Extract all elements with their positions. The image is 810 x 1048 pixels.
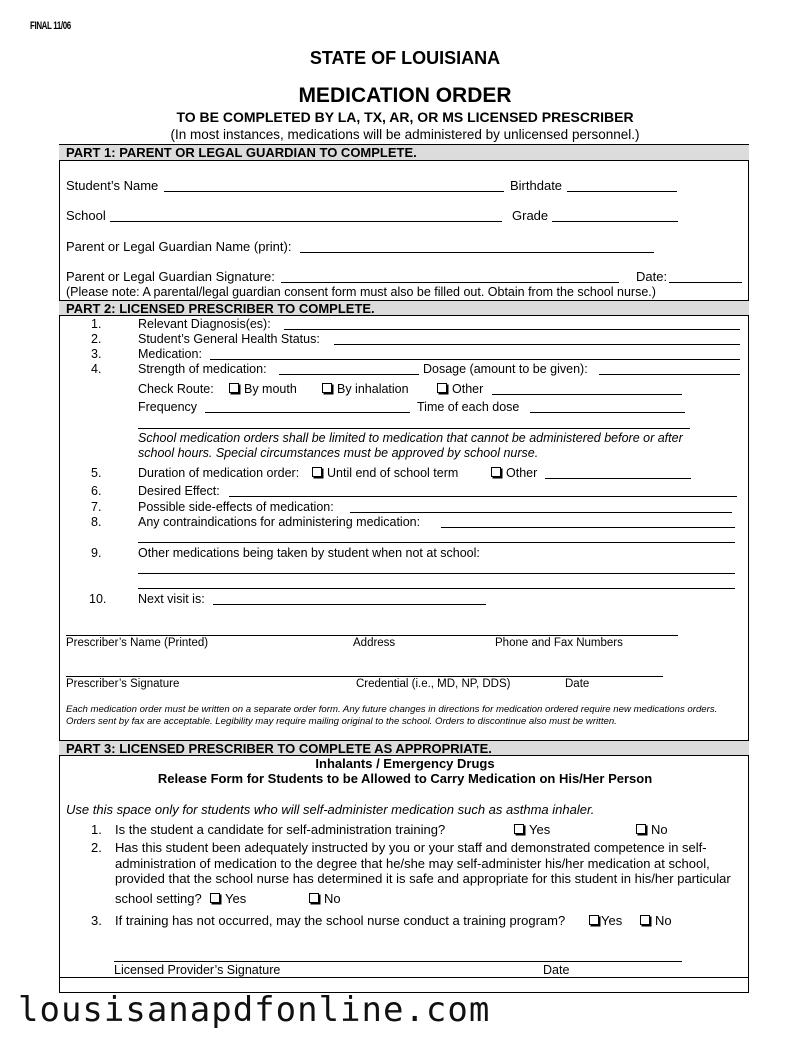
part3-heading: PART 3: LICENSED PRESCRIBER TO COMPLETE AS APPROPRIATE.: [59, 740, 749, 756]
strength-field[interactable]: [279, 374, 419, 375]
q1-no-checkbox[interactable]: [636, 822, 668, 837]
route-other-checkbox[interactable]: [437, 382, 483, 396]
guardian-signature-field[interactable]: [281, 282, 619, 283]
desired-effect-field[interactable]: [229, 496, 737, 497]
prescriber-signature-label: Prescriber’s Signature: [66, 678, 180, 690]
state-heading: STATE OF LOUISIANA: [309, 48, 501, 68]
checkbox-icon: [636, 824, 646, 834]
checkbox-icon: [437, 383, 447, 393]
q2-no-checkbox[interactable]: [309, 891, 341, 906]
limit-notice-line1: School medication orders shall be limited to medication that cannot be administered before or after: [138, 431, 683, 445]
route-by-inhalation-checkbox[interactable]: [322, 382, 409, 396]
form-subtitle: TO BE COMPLETED BY LA, TX, AR, OR MS LICENSED PRESCRIBER: [176, 109, 634, 125]
part3-bottom-rule: [59, 977, 749, 978]
checkbox-icon: [322, 383, 332, 393]
q1-yes-checkbox[interactable]: [514, 822, 550, 837]
q2-text-line4: school setting?: [115, 891, 202, 906]
guardian-date-label: Date:: [636, 269, 668, 284]
form-note: (In most instances, medications will be administered by unlicensed personnel.): [170, 127, 640, 142]
part2-heading: PART 2: LICENSED PRESCRIBER TO COMPLETE.: [59, 300, 749, 316]
item-number: 7.: [91, 500, 102, 514]
form-title: MEDICATION ORDER: [298, 84, 512, 107]
item-number: 6.: [91, 484, 102, 498]
provider-signature-line[interactable]: [114, 961, 682, 962]
duration-other-field[interactable]: [545, 478, 691, 479]
checkbox-icon: [312, 467, 322, 477]
frequency-field[interactable]: [205, 412, 410, 413]
item-number: 10.: [89, 592, 107, 606]
question-number: 1.: [91, 822, 102, 837]
guardian-date-field[interactable]: [669, 282, 742, 283]
frequency-label: Frequency: [138, 400, 198, 414]
q2-text-line3: provided that the school nurse has determined it is safe and appropriate for this student in his/her particular: [115, 871, 731, 886]
address-label: Address: [353, 637, 396, 649]
q3-text: If training has not occurred, may the school nurse conduct a training program?: [115, 913, 566, 928]
yes-label: Yes: [529, 822, 551, 837]
item-number: 4.: [91, 362, 102, 376]
guardian-signature-label: Parent or Legal Guardian Signature:: [66, 269, 275, 284]
grade-label: Grade: [512, 208, 549, 223]
no-label: No: [651, 822, 668, 837]
checkbox-icon: [640, 915, 650, 925]
checkbox-icon: [229, 383, 239, 393]
prescriber-signature-line[interactable]: [66, 676, 663, 677]
guardian-name-label: Parent or Legal Guardian Name (print):: [66, 239, 292, 254]
side-effects-field[interactable]: [350, 512, 732, 513]
no-label: No: [324, 891, 341, 906]
prescriber-name-label: Prescriber’s Name (Printed): [66, 637, 209, 649]
route-other-field[interactable]: [492, 394, 682, 395]
by-mouth-label: By mouth: [244, 382, 297, 396]
phone-fax-label: Phone and Fax Numbers: [495, 637, 623, 649]
site-watermark: lousisanapdfonline.com: [18, 990, 491, 1030]
item-number: 8.: [91, 515, 102, 529]
duration-end-term-checkbox[interactable]: [312, 466, 458, 480]
diagnosis-field[interactable]: [284, 329, 740, 330]
birthdate-label: Birthdate: [510, 178, 563, 193]
release-heading: Release Form for Students to be Allowed to Carry Medication on His/Her Person: [157, 771, 653, 786]
diagnosis-label: Relevant Diagnosis(es):: [138, 317, 271, 331]
duration-other-checkbox[interactable]: [491, 466, 537, 480]
desired-effect-label: Desired Effect:: [138, 484, 220, 498]
prescriber-date-label: Date: [565, 678, 590, 690]
student-name-field[interactable]: [164, 191, 504, 192]
q1-text: Is the student a candidate for self-administration training?: [115, 822, 446, 837]
item-number: 3.: [91, 347, 102, 361]
duration-label: Duration of medication order:: [138, 466, 300, 480]
next-visit-field[interactable]: [213, 604, 486, 605]
medication-field[interactable]: [210, 359, 740, 360]
yes-label: Yes: [225, 891, 247, 906]
checkbox-icon: [210, 893, 220, 903]
dosage-field[interactable]: [599, 374, 740, 375]
checkbox-icon: [309, 893, 319, 903]
q3-no-checkbox[interactable]: [640, 913, 672, 928]
item-number: 9.: [91, 546, 102, 560]
health-status-label: Student’s General Health Status:: [138, 332, 320, 346]
student-name-label: Student’s Name: [66, 178, 159, 193]
item-number: 2.: [91, 332, 102, 346]
medication-label: Medication:: [138, 347, 202, 361]
other-meds-field-2[interactable]: [138, 588, 735, 589]
dosage-label: Dosage (amount to be given):: [423, 362, 588, 376]
limit-notice-line2: school hours. Special circumstances must be approved by school nurse.: [138, 446, 539, 460]
duration-other-label: Other: [506, 466, 538, 480]
until-end-label: Until end of school term: [327, 466, 459, 480]
form-version-stamp: FINAL 11/06: [30, 20, 71, 32]
no-label: No: [655, 913, 672, 928]
q3-yes-checkbox[interactable]: [589, 913, 622, 928]
contraindications-field[interactable]: [441, 527, 735, 528]
q2-yes-checkbox[interactable]: [210, 891, 246, 906]
contraindications-label: Any contraindications for administering medication:: [138, 515, 421, 529]
item-number: 5.: [91, 466, 102, 480]
other-meds-label: Other medications being taken by student when not at school:: [138, 546, 480, 560]
strength-label: Strength of medication:: [138, 362, 267, 376]
order-instructions: Each medication order must be written on a separate order form. Any future changes in directions for medication ordered require new medications orders. Orders sent by fax are acceptable. Legibility may require mailing original to the school. Orders to discontinue also must be written.: [66, 704, 718, 727]
inhalants-heading: Inhalants / Emergency Drugs: [315, 756, 495, 771]
grade-field[interactable]: [552, 221, 678, 222]
time-each-dose-label: Time of each dose: [417, 400, 520, 414]
credential-label: Credential (i.e., MD, NP, DDS): [356, 678, 511, 690]
next-visit-label: Next visit is:: [138, 592, 205, 606]
guardian-name-field[interactable]: [300, 252, 654, 253]
consent-note: (Please note: A parental/legal guardian consent form must also be filled out. Obtain from the school nurse.): [66, 285, 656, 299]
checkbox-icon: [589, 915, 599, 925]
route-extra-line[interactable]: [138, 428, 690, 429]
school-field[interactable]: [110, 221, 502, 222]
side-effects-label: Possible side-effects of medication:: [138, 500, 334, 514]
birthdate-field[interactable]: [567, 191, 677, 192]
provider-signature-label: Licensed Provider’s Signature: [114, 963, 281, 977]
health-status-field[interactable]: [334, 344, 740, 345]
by-inhalation-label: By inhalation: [337, 382, 409, 396]
contraindications-field-2[interactable]: [138, 542, 735, 543]
part1-heading: PART 1: PARENT OR LEGAL GUARDIAN TO COMPLETE.: [59, 144, 749, 161]
other-meds-field-1[interactable]: [138, 573, 735, 574]
provider-date-label: Date: [543, 963, 570, 977]
checkbox-icon: [491, 467, 501, 477]
time-each-dose-field[interactable]: [530, 412, 685, 413]
use-space-instruction: Use this space only for students who will self-administer medication such as asthma inhaler.: [66, 802, 595, 817]
q2-text-line2: administration of medication to the degree that he/she may self-administer his/her medication at school,: [115, 856, 710, 871]
prescriber-info-line[interactable]: [66, 635, 678, 636]
item-number: 1.: [91, 317, 102, 331]
yes-label: Yes: [601, 913, 623, 928]
route-by-mouth-checkbox[interactable]: [229, 382, 297, 396]
question-number: 3.: [91, 913, 102, 928]
q2-text-line1: Has this student been adequately instructed by you or your staff and demonstrated competence in self-: [115, 840, 707, 855]
check-route-label: Check Route:: [138, 382, 214, 396]
checkbox-icon: [514, 824, 524, 834]
question-number: 2.: [91, 840, 102, 855]
route-other-label: Other: [452, 382, 484, 396]
school-label: School: [66, 208, 106, 223]
